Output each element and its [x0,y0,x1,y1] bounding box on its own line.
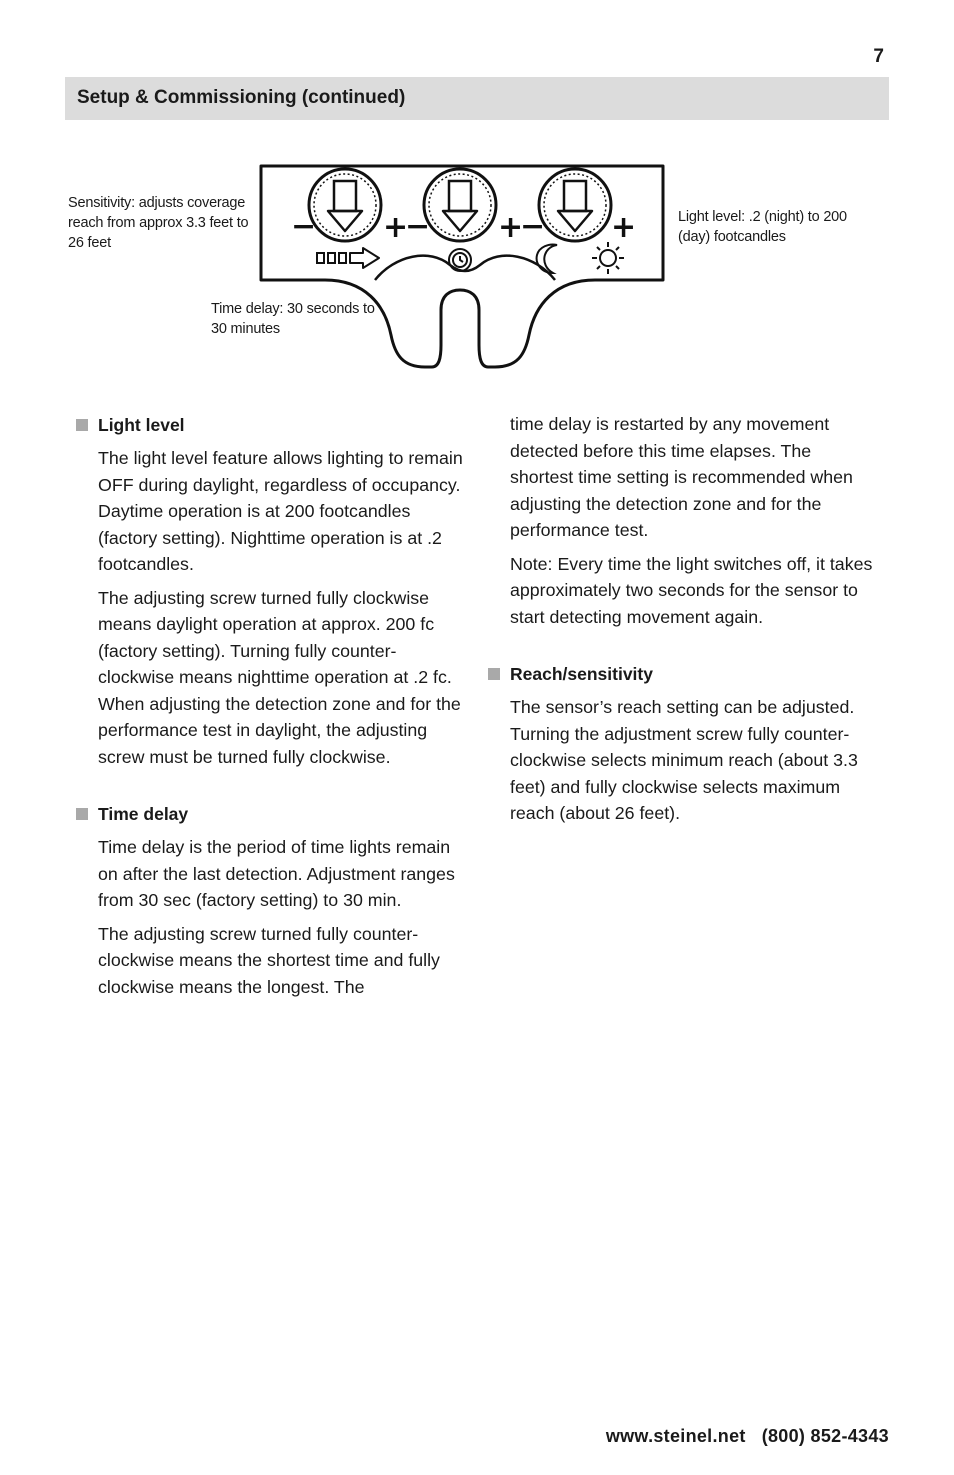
time-delay-heading [76,803,466,825]
right-column [488,411,878,834]
bullet-square-icon [488,668,500,680]
light-level-heading-text: Light level [98,415,185,435]
clock-icon [449,249,471,271]
caption-light-level: Light level: .2 (night) to 200 (day) footcandles [678,209,847,245]
bullet-square-icon [76,808,88,820]
light-level-paragraph: The adjusting screw turned fully clockwise means daylight operation at approx. 200 fc (factory setting). Turning fully counter-clockwise means nighttime operation at .2 fc. When adjusting the detection zone and for the performance test in daylight, the adjusting screw must be turned fully clockwise. [98,587,461,767]
footer [606,1426,889,1447]
reach-heading [488,663,878,685]
sensitivity-dial [309,169,381,241]
footer-website: www.steinel.net [605,1426,746,1446]
minus-sign-2: − [405,209,431,244]
plus-sign-2: + [498,210,524,245]
plus-sign-1: + [383,210,409,245]
time-delay-paragraph: The adjusting screw turned fully counter-clockwise means the shortest time and fully clockwise means the longest. The [98,923,440,997]
section-title: Setup & Commissioning (continued) [77,87,406,108]
footer-phone: (800) 852-4343 [761,1426,889,1446]
caption-sensitivity: Sensitivity: adjusts coverage reach from approx 3.3 feet to 26 feet [68,195,249,251]
light-level-heading [76,414,466,436]
minus-sign-3: − [520,209,546,244]
reach-paragraph: The sensor’s reach setting can be adjusted. Turning the adjustment screw fully counter-clockwise selects minimum reach (about 3.3 feet) and fully clockwise selects maximum reach (about 26 feet). [510,697,858,823]
section-header-bar [65,77,889,120]
left-column [76,414,466,1007]
time-delay-dial [424,169,496,241]
bullet-square-icon [76,419,88,431]
light-level-paragraph: The light level feature allows lighting to remain OFF during daylight, regardless of occupancy. Daytime operation is at 200 footcandles (factory setting). Nighttime operation is at .2 footcandles. [98,448,463,574]
time-delay-continued-paragraph: time delay is restarted by any movement detected before this time elapses. The shortest time setting is recommended when adjusting the detection zone and for the performance test. [510,414,853,540]
light-level-dial [539,169,611,241]
minus-sign-1: − [291,209,317,244]
page-number: 7 [873,46,884,67]
time-delay-heading-text: Time delay [98,804,189,824]
note-paragraph: Note: Every time the light switches off, it takes approximately two seconds for the sensor to start detecting movement again. [510,553,873,627]
plus-sign-3: + [611,210,637,245]
reach-heading-text: Reach/sensitivity [510,664,653,684]
time-delay-paragraph: Time delay is the period of time lights remain on after the last detection. Adjustment ranges from 30 sec (factory setting) to 30 min. [98,837,455,910]
caption-time-delay: Time delay: 30 seconds to 30 minutes [211,301,375,337]
sensor-control-panel-diagram [255,160,670,375]
